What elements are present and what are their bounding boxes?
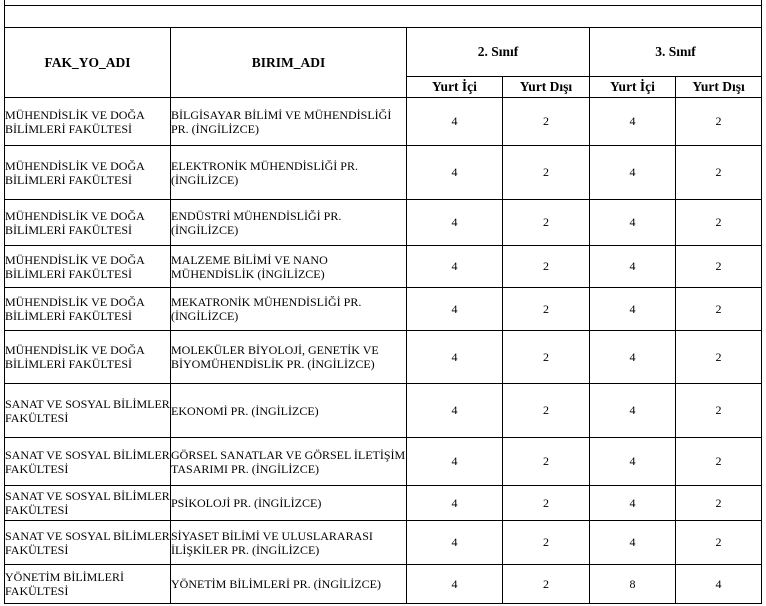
faculty-cell: MÜHENDİSLİK VE DOĞA BİLİMLERİ FAKÜLTESİ xyxy=(5,200,171,246)
table-row xyxy=(5,200,762,246)
grade-2-abroad-cell: 2 xyxy=(503,521,590,565)
faculty-cell: SANAT VE SOSYAL BİLİMLER FAKÜLTESİ xyxy=(5,486,171,521)
faculty-cell: MÜHENDİSLİK VE DOĞA BİLİMLERİ FAKÜLTESİ xyxy=(5,331,171,384)
blank-title-row xyxy=(5,6,762,28)
blank-title-cell xyxy=(5,6,762,28)
program-cell: SİYASET BİLİMİ VE ULUSLARARASI İLİŞKİLER PR. (İNGİLİZCE) xyxy=(171,521,407,565)
grade-3-abroad-cell: 2 xyxy=(676,200,762,246)
grade-3-domestic-cell: 4 xyxy=(590,521,676,565)
grade-2-abroad-cell: 2 xyxy=(503,246,590,288)
program-cell: YÖNETİM BİLİMLERİ PR. (İNGİLİZCE) xyxy=(171,565,407,604)
grade-2-abroad-cell: 2 xyxy=(503,288,590,331)
program-cell: ELEKTRONİK MÜHENDİSLİĞİ PR. (İNGİLİZCE) xyxy=(171,146,407,200)
table-row xyxy=(5,565,762,604)
program-cell: ENDÜSTRİ MÜHENDİSLİĞİ PR. (İNGİLİZCE) xyxy=(171,200,407,246)
grade-2-domestic-cell: 4 xyxy=(407,200,503,246)
faculty-cell: YÖNETİM BİLİMLERİ FAKÜLTESİ xyxy=(5,565,171,604)
grade-2-domestic-cell: 4 xyxy=(407,384,503,438)
grade-3-abroad-cell: 2 xyxy=(676,288,762,331)
grade-2-abroad-cell: 2 xyxy=(503,200,590,246)
program-cell: MALZEME BİLİMİ VE NANO MÜHENDİSLİK (İNGİLİZCE) xyxy=(171,246,407,288)
program-cell: GÖRSEL SANATLAR VE GÖRSEL İLETİŞİM TASARIMI PR. (İNGİLİZCE) xyxy=(171,438,407,486)
program-cell: BİLGİSAYAR BİLİMİ VE MÜHENDİSLİĞİ PR. (İNGİLİZCE) xyxy=(171,98,407,146)
grade-3-domestic-cell: 4 xyxy=(590,200,676,246)
table-row xyxy=(5,438,762,486)
header-grade-3-domestic: Yurt İçi xyxy=(590,77,676,98)
header-row-1 xyxy=(5,28,762,77)
grade-3-domestic-cell: 4 xyxy=(590,98,676,146)
program-cell: PSİKOLOJİ PR. (İNGİLİZCE) xyxy=(171,486,407,521)
grade-3-domestic-cell: 4 xyxy=(590,438,676,486)
header-grade-3-abroad: Yurt Dışı xyxy=(676,77,762,98)
grade-3-abroad-cell: 4 xyxy=(676,565,762,604)
grade-2-abroad-cell: 2 xyxy=(503,384,590,438)
table-row xyxy=(5,146,762,200)
grade-2-abroad-cell: 2 xyxy=(503,146,590,200)
grade-2-domestic-cell: 4 xyxy=(407,438,503,486)
grade-3-abroad-cell: 2 xyxy=(676,438,762,486)
grade-2-domestic-cell: 4 xyxy=(407,98,503,146)
grade-3-domestic-cell: 4 xyxy=(590,384,676,438)
grade-3-abroad-cell: 2 xyxy=(676,521,762,565)
header-grade-2-abroad: Yurt Dışı xyxy=(503,77,590,98)
grade-2-domestic-cell: 4 xyxy=(407,521,503,565)
grade-2-abroad-cell: 2 xyxy=(503,331,590,384)
table-row xyxy=(5,486,762,521)
grade-2-domestic-cell: 4 xyxy=(407,246,503,288)
faculty-cell: SANAT VE SOSYAL BİLİMLER FAKÜLTESİ xyxy=(5,384,171,438)
table-row xyxy=(5,384,762,438)
faculty-cell: SANAT VE SOSYAL BİLİMLER FAKÜLTESİ xyxy=(5,438,171,486)
table-row xyxy=(5,521,762,565)
header-grade-3: 3. Sınıf xyxy=(590,28,762,77)
quota-table xyxy=(4,0,762,604)
grade-2-domestic-cell: 4 xyxy=(407,331,503,384)
faculty-cell: MÜHENDİSLİK VE DOĞA BİLİMLERİ FAKÜLTESİ xyxy=(5,98,171,146)
grade-2-domestic-cell: 4 xyxy=(407,565,503,604)
grade-3-domestic-cell: 8 xyxy=(590,565,676,604)
grade-3-abroad-cell: 2 xyxy=(676,146,762,200)
table-row xyxy=(5,288,762,331)
header-grade-2-domestic: Yurt İçi xyxy=(407,77,503,98)
grade-3-domestic-cell: 4 xyxy=(590,288,676,331)
header-grade-2: 2. Sınıf xyxy=(407,28,590,77)
grade-2-domestic-cell: 4 xyxy=(407,146,503,200)
faculty-cell: MÜHENDİSLİK VE DOĞA BİLİMLERİ FAKÜLTESİ xyxy=(5,288,171,331)
header-fak-yo-adi: FAK_YO_ADI xyxy=(5,28,171,98)
grade-3-abroad-cell: 2 xyxy=(676,384,762,438)
program-cell: MOLEKÜLER BİYOLOJİ, GENETİK VE BİYOMÜHENDİSLİK PR. (İNGİLİZCE) xyxy=(171,331,407,384)
table-row xyxy=(5,246,762,288)
grade-3-domestic-cell: 4 xyxy=(590,146,676,200)
program-cell: EKONOMİ PR. (İNGİLİZCE) xyxy=(171,384,407,438)
table-row xyxy=(5,98,762,146)
grade-3-abroad-cell: 2 xyxy=(676,98,762,146)
program-cell: MEKATRONİK MÜHENDİSLİĞİ PR. (İNGİLİZCE) xyxy=(171,288,407,331)
grade-3-domestic-cell: 4 xyxy=(590,331,676,384)
grade-2-domestic-cell: 4 xyxy=(407,288,503,331)
table-row xyxy=(5,331,762,384)
header-birim-adi: BIRIM_ADI xyxy=(171,28,407,98)
grade-2-abroad-cell: 2 xyxy=(503,98,590,146)
grade-3-domestic-cell: 4 xyxy=(590,486,676,521)
grade-3-domestic-cell: 4 xyxy=(590,246,676,288)
grade-3-abroad-cell: 2 xyxy=(676,486,762,521)
grade-2-abroad-cell: 2 xyxy=(503,438,590,486)
grade-3-abroad-cell: 2 xyxy=(676,331,762,384)
grade-3-abroad-cell: 2 xyxy=(676,246,762,288)
grade-2-domestic-cell: 4 xyxy=(407,486,503,521)
grade-2-abroad-cell: 2 xyxy=(503,565,590,604)
faculty-cell: MÜHENDİSLİK VE DOĞA BİLİMLERİ FAKÜLTESİ xyxy=(5,246,171,288)
faculty-cell: MÜHENDİSLİK VE DOĞA BİLİMLERİ FAKÜLTESİ xyxy=(5,146,171,200)
grade-2-abroad-cell: 2 xyxy=(503,486,590,521)
faculty-cell: SANAT VE SOSYAL BİLİMLER FAKÜLTESİ xyxy=(5,521,171,565)
